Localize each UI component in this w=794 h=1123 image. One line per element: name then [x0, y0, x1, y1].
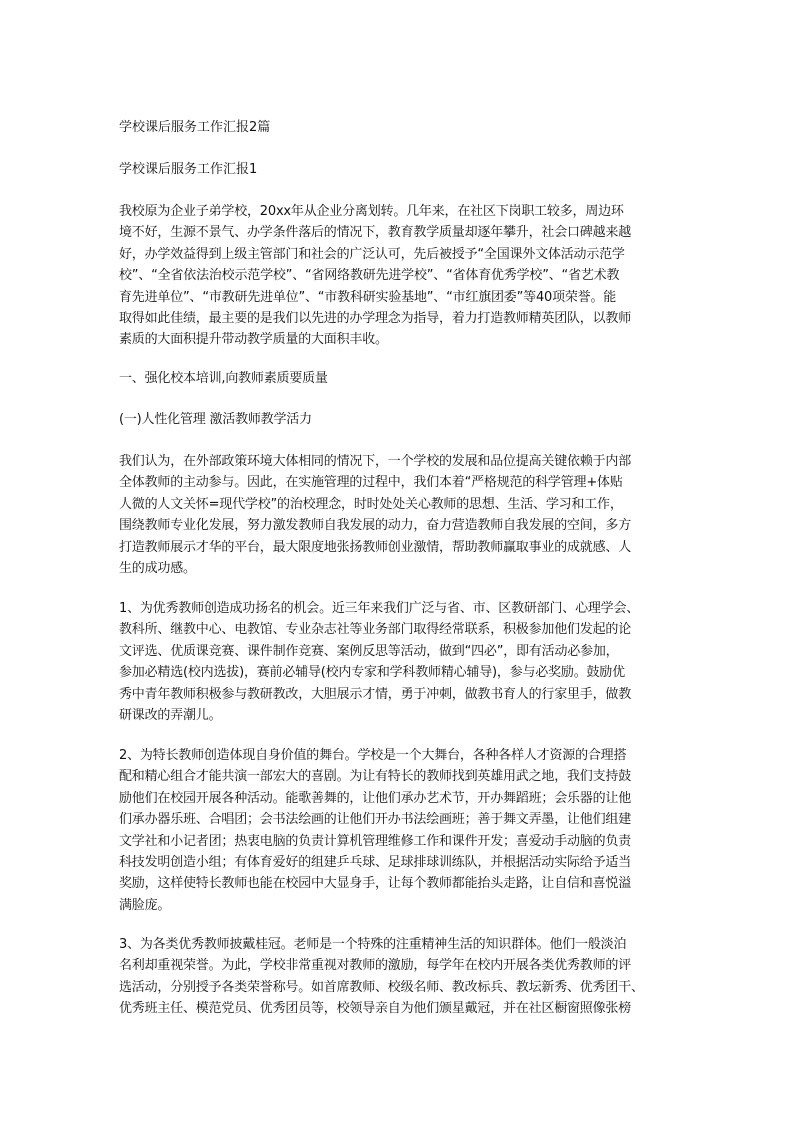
text-line: 优秀班主任、模范党员、优秀团员等，校领导亲自为他们颁星戴冠，并在社区橱窗照像张榜 — [119, 1001, 632, 1017]
text-line: 参加必精选(校内选拔)，赛前必辅导(校内专家和学科教师精心辅导)，参与必奖励。鼓励优 — [119, 665, 625, 681]
text-line: 选活动，分别授予各类荣誉称号。如首席教师、校级名师、教改标兵、教坛新秀、优秀团干、 — [119, 979, 644, 995]
text-line: 研课改的弄潮儿。 — [119, 708, 222, 724]
text-line: 打造教师展示才华的平台，最大限度地张扬教师创业激情，帮助教师赢取事业的成就感、人 — [119, 539, 632, 555]
report-title: 学校课后服务工作汇报1 — [119, 162, 258, 177]
text-line: 围绕教师专业化发展，努力激发教师自我发展的动力，奋力营造教师自我发展的空间，多方 — [119, 518, 632, 534]
text-line: 科技发明创造小组；有体育爱好的组建乒乓球、足球排球训练队，并根据活动实际给予适当 — [119, 855, 632, 871]
intro-paragraph — [119, 201, 680, 351]
text-line: 3、为各类优秀教师披戴桂冠。老师是一个特殊的注重精神生活的知识群体。他们一般淡泊 — [119, 937, 627, 952]
text-line: 配和精心组合才能共演一部宏大的喜剧。为让有特长的教师找到英雄用武之地，我们支持鼓 — [119, 769, 632, 785]
text-line: 们承办器乐班、合唱团；会书法绘画的让他们开办书法绘画班；善于舞文弄墨，让他们组建 — [119, 812, 632, 828]
text-line: 人微的人文关怀=现代学校”的治校理念，时时处处关心教师的思想、生活、学习和工作， — [119, 496, 623, 512]
text-line: 境不好，生源不景气、办学条件落后的情况下，教育教学质量却逐年攀升，社会口碑越来越 — [119, 225, 632, 241]
item-2-paragraph — [119, 745, 680, 916]
text-line: 励他们在校园开展各种活动。能歌善舞的，让他们承办艺术节，开办舞蹈班；会乐器的让他 — [119, 790, 632, 806]
document-title: 学校课后服务工作汇报2篇 — [119, 120, 271, 135]
text-line: 我校原为企业子弟学校，20xx年从企业分离划转。几年来，在社区下岗职工较多，周边环 — [119, 204, 624, 219]
text-line: 育先进单位”、“市教研先进单位”、“市教科研实验基地”、“市红旗团委”等40项荣誉。能 — [119, 289, 617, 305]
text-line: 全体教师的主动参与。因此，在实施管理的过程中，我们本着“严格规范的科学管理+体贴 — [119, 475, 623, 491]
text-line: 文学社和小记者团；热衷电脑的负责计算机管理维修工作和课件开发；喜爱动手动脑的负责 — [119, 833, 632, 849]
item-1-paragraph — [119, 598, 680, 726]
text-line: 教科所、继教中心、电教馆、专业杂志社等业务部门取得经常联系，积极参加他们发起的论 — [119, 622, 632, 638]
text-line: 生的成功感。 — [119, 561, 196, 577]
text-line: 文评选、优质课竞赛、课件制作竞赛、案例反思等活动，做到“四必”，即有活动必参加， — [119, 643, 619, 659]
text-line: 好，办学效益得到上级主管部门和社会的广泛认可，先后被授予“全国课外文体活动示范学 — [119, 246, 625, 262]
text-line: 校”、“全省依法治校示范学校”、“省网络教研先进学校”、“省体育优秀学校”、“省艺术教 — [119, 268, 620, 284]
text-line: 2、为特长教师创造体现自身价值的舞台。学校是一个大舞台，各种各样人才资源的合理搭 — [119, 748, 627, 763]
section-heading: 一、强化校本培训,向教师素质要质量 — [119, 371, 328, 386]
text-line: 秀中青年教师积极参与教研教改，大胆展示才情，勇于冲刺，做教书育人的行家里手，做教 — [119, 686, 632, 702]
text-line: 1、为优秀教师创造成功扬名的机会。近三年来我们广泛与省、市、区教研部门、心理学会、 — [119, 601, 640, 616]
subsection-heading: (一)人性化管理 激活教师教学活力 — [119, 412, 312, 427]
text-line: 满脸庞。 — [119, 897, 171, 913]
text-line: 名利却重视荣誉。为此，学校非常重视对教师的激励，每学年在校内开展各类优秀教师的评 — [119, 958, 632, 974]
text-line: 取得如此佳绩，最主要的是我们以先进的办学理念为指导，着力打造教师精英团队，以教师 — [119, 311, 632, 327]
management-paragraph — [119, 451, 680, 579]
text-line: 我们认为，在外部政策环境大体相同的情况下，一个学校的发展和品位提高关键依赖于内部 — [119, 454, 632, 469]
text-line: 素质的大面积提升带动教学质量的大面积丰收。 — [119, 332, 388, 348]
item-3-paragraph — [119, 934, 680, 1020]
text-line: 奖励，这样使特长教师也能在校园中大显身手，让每个教师都能抬头走路，让自信和喜悦溢 — [119, 876, 632, 892]
